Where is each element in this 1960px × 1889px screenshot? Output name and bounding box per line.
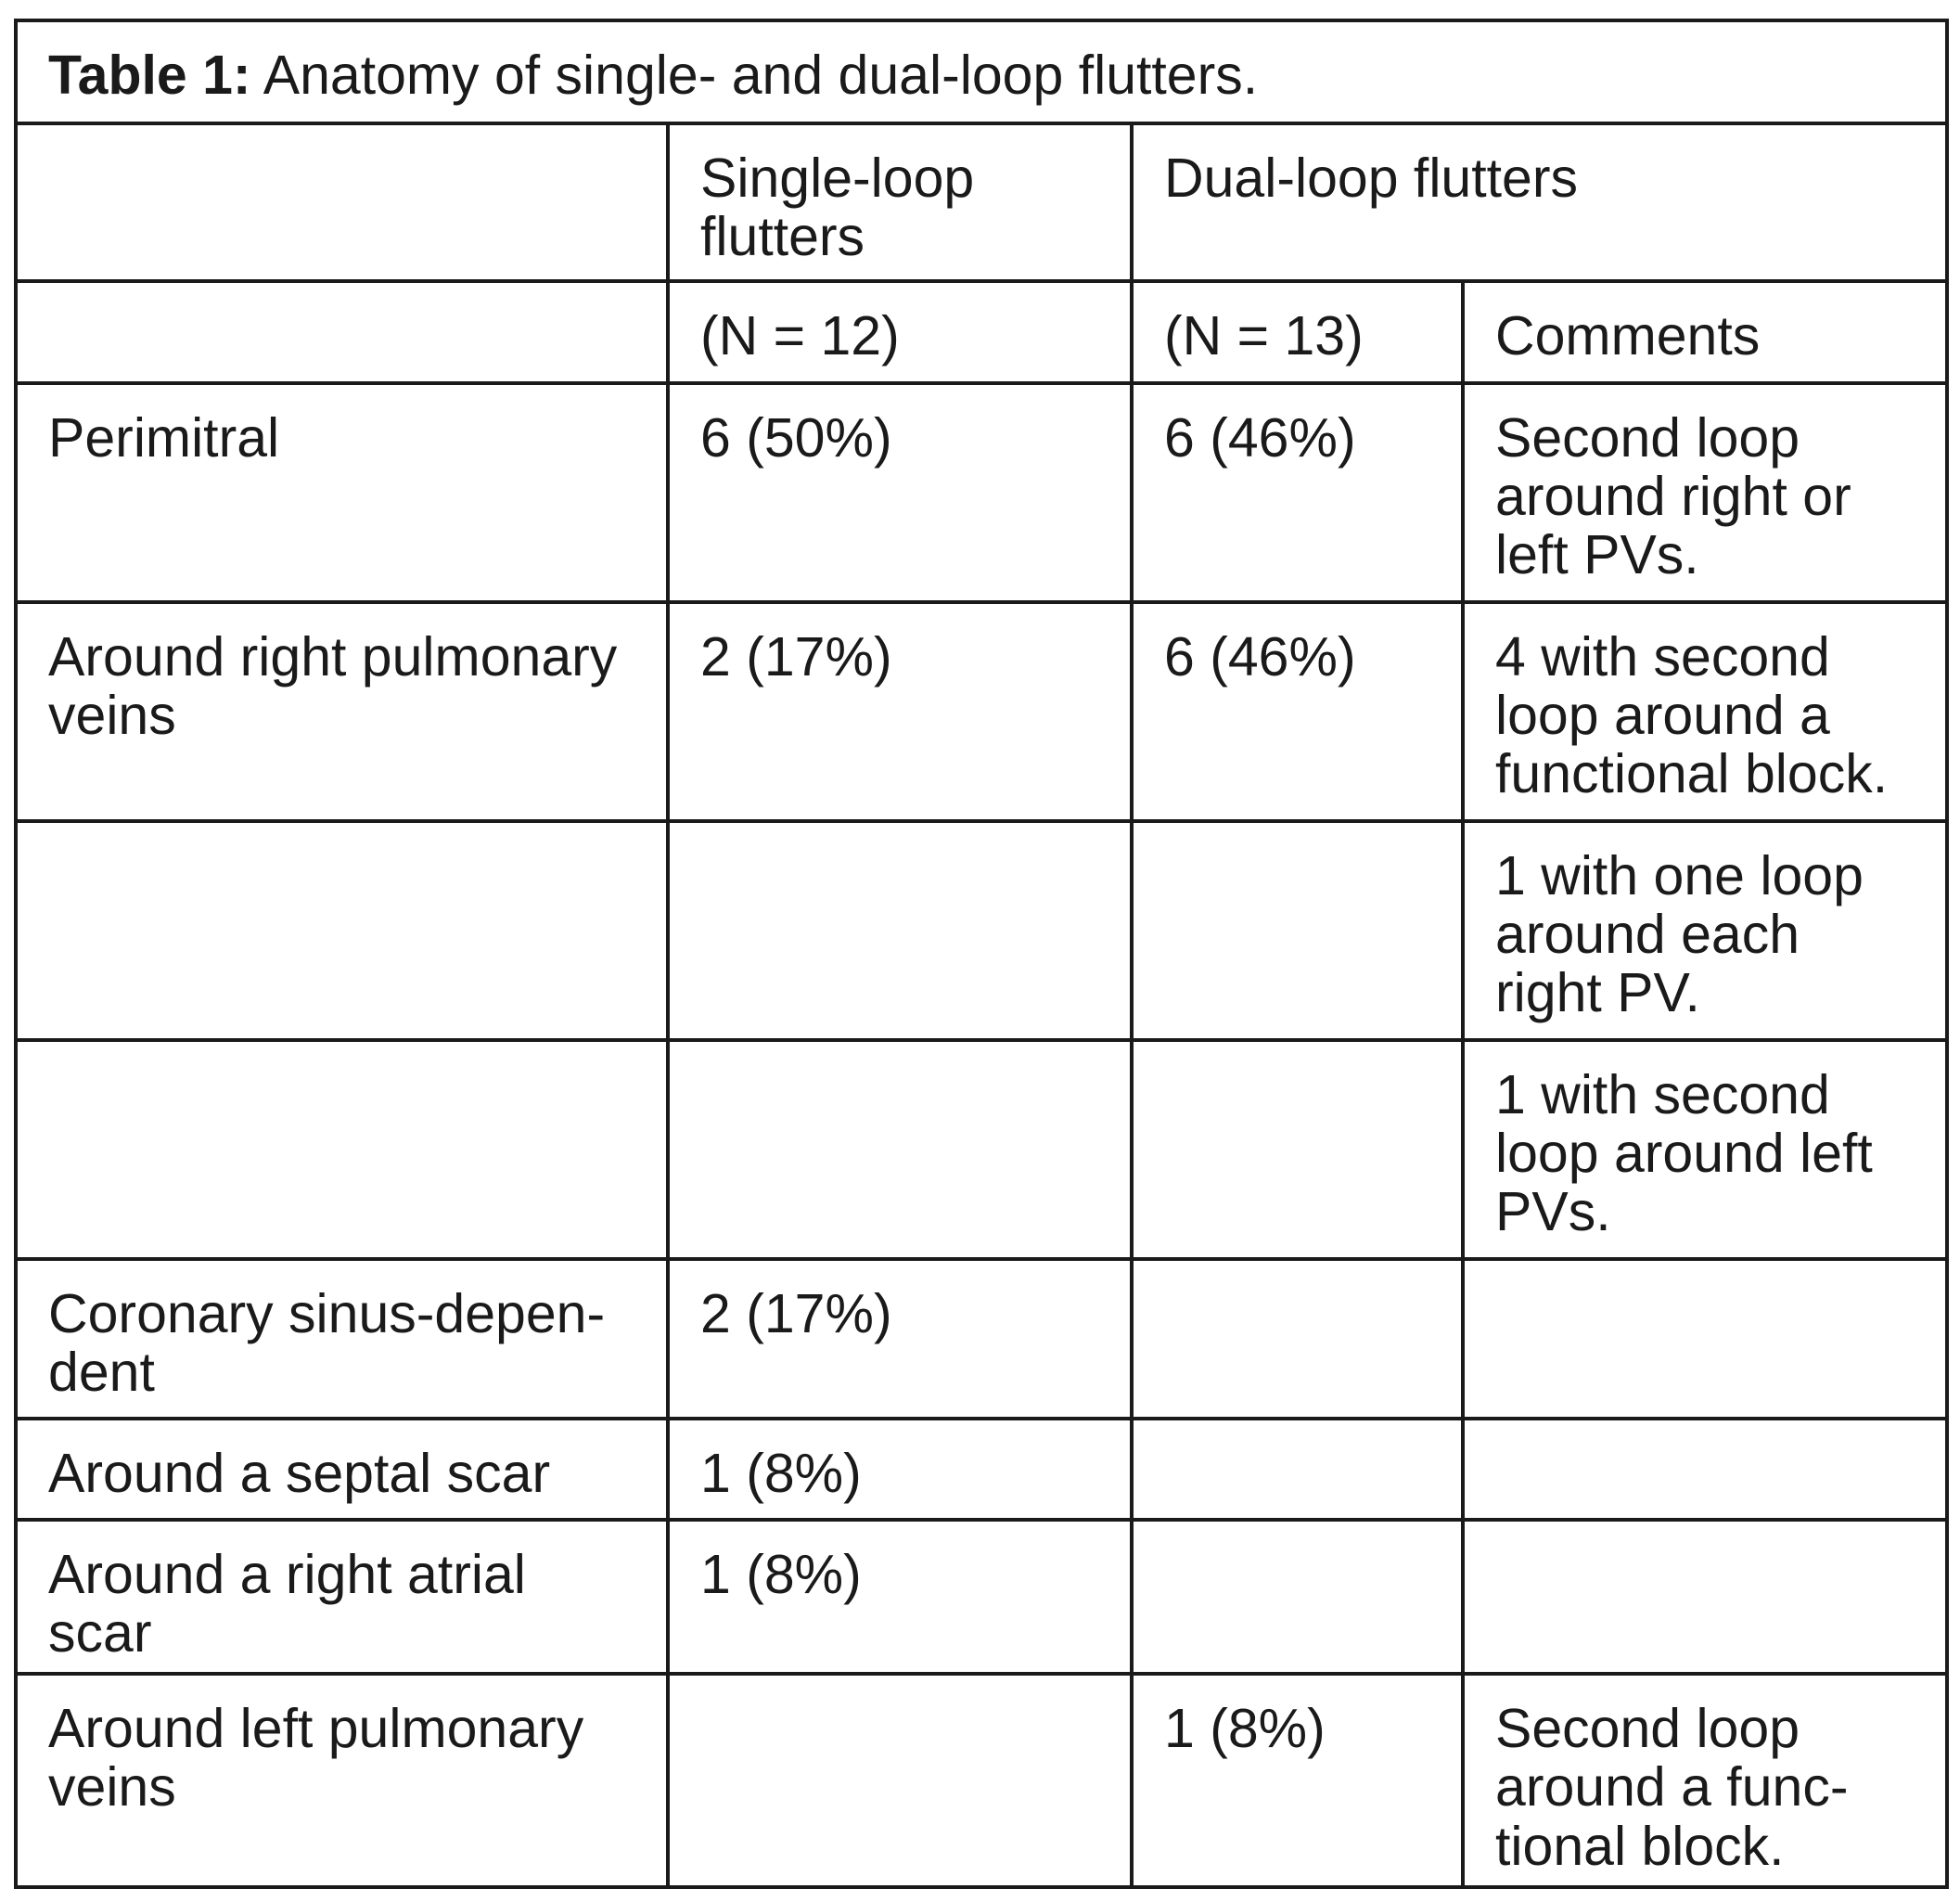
single-loop-cell [668, 821, 1132, 1040]
anatomy-cell: Perimitral [16, 383, 668, 602]
caption-text: Anatomy of single- and dual-loop flutters. [250, 45, 1259, 106]
anatomy-cell [16, 1040, 668, 1259]
table-container [14, 19, 1945, 1877]
table-row [16, 602, 1947, 821]
table-row [16, 383, 1947, 602]
comment-cell: 4 with second loop around a functional block. [1463, 602, 1947, 821]
anatomy-cell: Around a septal scar [16, 1419, 668, 1520]
dual-loop-cell [1132, 1419, 1463, 1520]
caption-row [16, 20, 1947, 123]
single-loop-cell: 2 (17%) [668, 1259, 1132, 1419]
single-loop-cell [668, 1040, 1132, 1259]
comment-cell [1463, 1419, 1947, 1520]
single-loop-cell [668, 1674, 1132, 1886]
comment-cell [1463, 1259, 1947, 1419]
anatomy-cell: Coronary sinus-depen-dent [16, 1259, 668, 1419]
dual-loop-cell: 6 (46%) [1132, 602, 1463, 821]
caption-label: Table 1: [48, 45, 251, 106]
anatomy-table [14, 19, 1949, 1889]
table-row [16, 821, 1947, 1040]
subheader-dual-n: (N = 13) [1132, 281, 1463, 383]
dual-loop-cell: 1 (8%) [1132, 1674, 1463, 1886]
subheader-blank-cell [16, 281, 668, 383]
table-row [16, 1040, 1947, 1259]
table-caption [16, 20, 1947, 123]
header-row [16, 123, 1947, 281]
table-row [16, 1419, 1947, 1520]
anatomy-cell: Around a right atrial scar [16, 1520, 668, 1674]
dual-loop-cell [1132, 1259, 1463, 1419]
comment-cell: Second loop around a func-tional block. [1463, 1674, 1947, 1886]
table-row [16, 1674, 1947, 1886]
header-dual-loop: Dual-loop flutters [1132, 123, 1947, 281]
dual-loop-cell [1132, 1520, 1463, 1674]
single-loop-cell: 2 (17%) [668, 602, 1132, 821]
subheader-comments: Comments [1463, 281, 1947, 383]
table-row [16, 1520, 1947, 1674]
subheader-single-n: (N = 12) [668, 281, 1132, 383]
anatomy-cell [16, 821, 668, 1040]
single-loop-cell: 1 (8%) [668, 1419, 1132, 1520]
dual-loop-cell: 6 (46%) [1132, 383, 1463, 602]
anatomy-cell: Around left pulmonary veins [16, 1674, 668, 1886]
comment-cell: 1 with one loop around each right PV. [1463, 821, 1947, 1040]
single-loop-cell: 1 (8%) [668, 1520, 1132, 1674]
header-blank-cell [16, 123, 668, 281]
anatomy-cell: Around right pulmonary veins [16, 602, 668, 821]
comment-cell: Second loop around right or left PVs. [1463, 383, 1947, 602]
subheader-row [16, 281, 1947, 383]
table-row [16, 1259, 1947, 1419]
single-loop-cell: 6 (50%) [668, 383, 1132, 602]
comment-cell [1463, 1520, 1947, 1674]
dual-loop-cell [1132, 1040, 1463, 1259]
header-single-loop: Single-loop flutters [668, 123, 1132, 281]
dual-loop-cell [1132, 821, 1463, 1040]
comment-cell: 1 with second loop around left PVs. [1463, 1040, 1947, 1259]
